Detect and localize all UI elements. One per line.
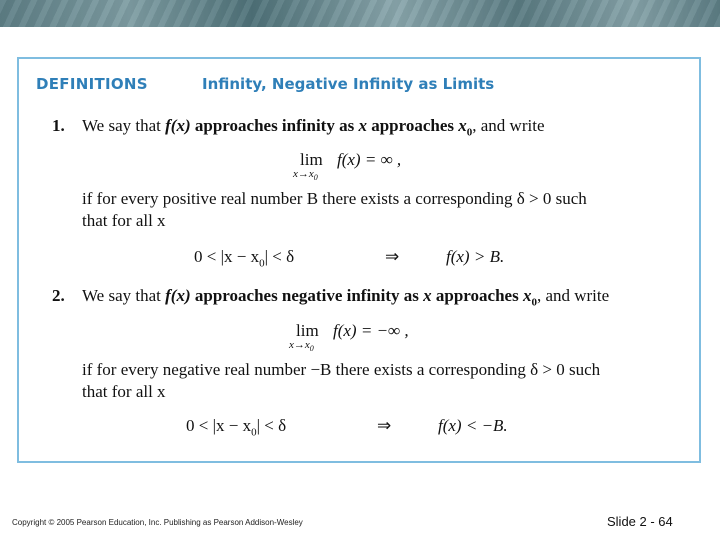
def2-condition-line1: if for every negative real number −B there exists a corresponding δ > 0 such [82, 360, 601, 379]
def1-intro: We say that f(x) approaches infinity as x approaches $x_0$, and write [82, 116, 545, 139]
def1-lim-rhs: f(x) = ∞ , [337, 150, 402, 169]
def1-condition-line2: that for all x [82, 211, 166, 230]
def1-number: 1. [52, 116, 65, 135]
def1-inequality-left: $0 < |x - x_0| < \delta$ [194, 247, 295, 270]
def1-lim-subscript: $x\to x_0$ [293, 168, 318, 183]
def1-lim: lim [300, 150, 323, 169]
def1-implies: ⇒ [385, 247, 400, 266]
def2-intro: We say that f(x) approaches negative infinity as x approaches $x_0$, and write [82, 286, 610, 309]
copyright-notice: Copyright © 2005 Pearson Education, Inc. Publishing as Pearson Addison-Wesley [12, 518, 303, 527]
def2-lim: lim [296, 321, 319, 340]
slide-number: Slide 2 - 64 [607, 514, 673, 529]
slide-top-banner [0, 0, 720, 27]
def2-inequality-left: $0 < |x - x_0| < \delta$ [186, 416, 287, 439]
def1-condition-line1: if for every positive real number B there exists a corresponding δ > 0 such [82, 189, 587, 208]
def2-number: 2. [52, 286, 65, 305]
definitions-label: DEFINITIONS [36, 75, 148, 93]
def1-inequality-result: f(x) > B. [446, 247, 505, 266]
def2-condition-line2: that for all x [82, 382, 166, 401]
definition-title: Infinity, Negative Infinity as Limits [202, 75, 495, 93]
def2-lim-subscript: $x\to x_0$ [289, 339, 314, 354]
def2-inequality-result: f(x) < −B. [438, 416, 508, 435]
def2-implies: ⇒ [377, 416, 392, 435]
def2-lim-rhs: f(x) = −∞ , [333, 321, 409, 340]
